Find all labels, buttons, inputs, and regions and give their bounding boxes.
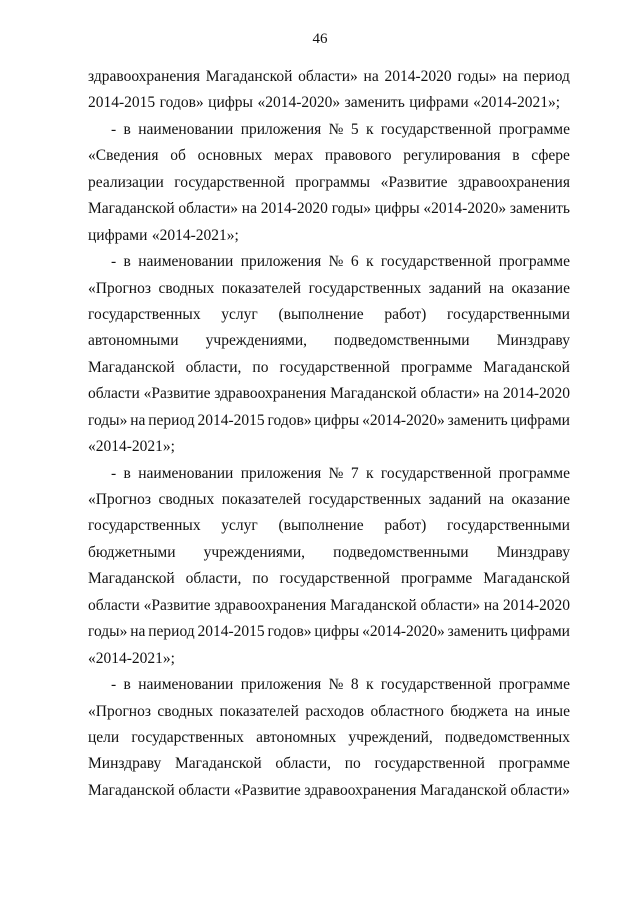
text-word: области (88, 596, 140, 614)
text-line (88, 196, 570, 222)
text-word: государственной (380, 464, 492, 482)
text-word: области» (510, 781, 570, 799)
text-word: здравоохранения (304, 781, 417, 799)
text-word: сводных (157, 702, 214, 720)
text-word: программе (498, 464, 570, 482)
text-word: годы» (88, 411, 128, 429)
text-word: государственными (447, 305, 570, 323)
text-line (88, 725, 570, 751)
text-word: по (252, 358, 269, 376)
text-word: государственных (88, 305, 201, 323)
text-word: Минздраву (496, 543, 570, 561)
text-word: на (130, 623, 146, 641)
text-word: 2014-2015 (197, 411, 265, 429)
text-word: области» (298, 68, 358, 85)
text-word: учреждениями, (205, 332, 308, 350)
text-word: Магаданской (330, 385, 417, 403)
text-word: программе (498, 120, 570, 138)
text-word: - (111, 253, 117, 271)
text-word: на (483, 385, 500, 403)
text-word: период (523, 68, 570, 85)
text-line (88, 672, 570, 698)
text-word: сфере (531, 147, 570, 165)
text-word: в (512, 147, 520, 165)
text-word: «2014-2021»; (473, 94, 561, 112)
text-word: - (111, 464, 117, 482)
text-word: заменить (447, 411, 508, 429)
text-word: в (123, 120, 131, 138)
text-word: приложения (240, 676, 322, 694)
text-word: услуг (221, 517, 258, 535)
text-word: Магаданской (483, 358, 570, 376)
text-line (88, 699, 570, 725)
text-word: сводных (158, 279, 215, 297)
text-word: Минздраву (88, 755, 162, 773)
text-word: здравоохранения (214, 385, 327, 403)
text-word: 2014-2015 (197, 623, 265, 641)
text-word: подведомственных (444, 728, 570, 746)
text-word: услуг (221, 305, 258, 323)
text-word: Магаданской (174, 755, 262, 773)
text-word: в (123, 464, 131, 482)
text-word: Минздраву (496, 332, 570, 350)
text-word: области, (275, 755, 332, 773)
text-word: № (328, 120, 344, 138)
text-line (88, 487, 570, 513)
text-word: цели (88, 728, 120, 746)
text-word: государственных (131, 728, 244, 746)
text-word: заменить (344, 94, 405, 112)
text-word: годы» (88, 623, 128, 641)
text-word: программе (498, 755, 570, 773)
text-word: цифрами (88, 226, 148, 244)
text-line (88, 593, 570, 619)
text-line (88, 434, 570, 460)
text-word: на (130, 411, 146, 429)
text-word: области (178, 781, 231, 799)
text-word: программе (400, 358, 473, 376)
text-word: № (328, 464, 344, 482)
text-word: оказание (511, 279, 570, 297)
text-word: подведомственными (333, 543, 469, 561)
text-word: программы (295, 173, 371, 191)
document-body (88, 64, 570, 804)
text-word: (выполнение (278, 517, 364, 535)
text-word: программе (400, 570, 473, 588)
text-line (88, 461, 570, 487)
text-word: здравоохранения (458, 173, 570, 191)
text-word: заменить (509, 200, 570, 218)
text-word: цифры (314, 623, 360, 641)
text-line (88, 381, 570, 407)
text-word: Магаданской (88, 358, 175, 376)
text-word: в (123, 253, 131, 271)
text-word: «2014-2021»; (151, 226, 239, 244)
text-word: сводных (158, 491, 215, 508)
text-word: к (365, 120, 374, 138)
text-word: учреждениями, (203, 543, 306, 561)
text-word: «Развитие (380, 173, 448, 191)
text-word: государственной (380, 676, 492, 694)
text-word: об (170, 147, 186, 165)
text-word: «2014-2020» (423, 200, 507, 218)
text-word: 2014-2020 (502, 596, 570, 614)
text-word: оказание (511, 491, 570, 508)
text-word: «2014-2021»; (88, 438, 175, 456)
text-word: Магаданской (205, 68, 293, 85)
text-word: на (488, 279, 505, 297)
text-word: программе (498, 676, 570, 694)
text-word: области, (185, 570, 242, 588)
page-number: 46 (312, 31, 328, 47)
text-line (88, 143, 570, 169)
text-word: мерах (274, 147, 314, 165)
text-word: реализации (88, 173, 164, 191)
text-word: заданий (428, 491, 482, 508)
text-word: работ) (384, 305, 427, 323)
text-word: «2014-2020» (362, 411, 445, 429)
text-word: в (123, 676, 131, 694)
text-word: учреждений, (348, 728, 433, 746)
text-line (88, 90, 570, 116)
text-word: государственной (380, 253, 492, 271)
text-word: областного (370, 702, 444, 720)
text-word: бюджетными (88, 543, 176, 561)
text-word: государственных (88, 517, 201, 535)
text-word: «2014-2020» (362, 623, 445, 641)
text-word: 6 (350, 253, 359, 271)
text-word: годов» (267, 411, 312, 429)
text-word: подведомственными (334, 332, 470, 350)
text-word: период (148, 623, 195, 641)
text-word: здравоохранения (214, 596, 327, 614)
text-line (88, 646, 570, 672)
text-word: правового (324, 147, 392, 165)
text-line (88, 540, 570, 566)
text-word: показателей (219, 702, 299, 720)
text-word: государственной (279, 570, 390, 588)
text-line (88, 223, 570, 249)
text-word: - (111, 676, 117, 694)
text-word: «2014-2020» (257, 94, 341, 112)
text-word: «Развитие (233, 781, 301, 799)
text-word: области» (178, 200, 238, 218)
text-word: Магаданской (330, 596, 417, 614)
text-line (88, 778, 570, 804)
text-word: «Развитие (143, 596, 211, 614)
text-word: наименовании (138, 253, 234, 271)
text-word: на (483, 596, 500, 614)
text-line (88, 170, 570, 196)
text-word: «Сведения (88, 147, 159, 165)
text-word: регулирования (403, 147, 501, 165)
text-word: на (241, 200, 257, 218)
text-word: государственных (308, 279, 422, 297)
text-word: здравоохранения (88, 68, 200, 85)
text-line (88, 249, 570, 275)
text-line (88, 619, 570, 645)
text-line (88, 408, 570, 434)
text-word: цифрами (510, 411, 570, 429)
text-word: годов» (267, 623, 312, 641)
text-word: области» (420, 596, 481, 614)
text-word: по (252, 570, 269, 588)
text-word: государственной (374, 755, 485, 773)
text-line (88, 302, 570, 328)
text-word: наименовании (138, 676, 234, 694)
text-word: государственными (447, 517, 570, 535)
text-word: основных (197, 147, 263, 165)
text-word: к (365, 464, 374, 482)
text-word: бюджета (450, 702, 509, 720)
text-line (88, 513, 570, 539)
text-line (88, 355, 570, 381)
text-word: Магаданской (420, 781, 507, 799)
text-word: на (488, 491, 505, 508)
text-word: Магаданской (88, 570, 175, 588)
text-word: на (363, 68, 379, 85)
text-word: области (88, 385, 140, 403)
text-word: (выполнение (278, 305, 364, 323)
text-word: годы» (331, 200, 372, 218)
text-line (88, 276, 570, 302)
text-word: 7 (350, 464, 359, 482)
text-word: 2014-2020 (502, 385, 570, 403)
text-word: 2014-2020 (260, 200, 328, 218)
text-word: № (328, 676, 344, 694)
text-word: 8 (350, 676, 359, 694)
text-word: «Прогноз (88, 279, 151, 297)
text-word: области» (420, 385, 481, 403)
text-word: годы» (457, 68, 497, 85)
text-word: государственной (380, 120, 492, 138)
text-word: Магаданской (88, 781, 175, 799)
text-word: «2014-2021»; (88, 649, 175, 667)
text-word: период (148, 411, 195, 429)
text-word: приложения (240, 253, 322, 271)
text-word: государственной (279, 358, 390, 376)
text-word: Магаданской (88, 200, 175, 218)
text-word: 5 (350, 120, 359, 138)
text-word: цифры (208, 94, 253, 112)
text-word: расходов (305, 702, 365, 720)
text-word: государственных (308, 491, 422, 508)
text-word: на (502, 68, 518, 85)
text-word: программе (498, 253, 570, 271)
text-word: «Развитие (143, 385, 211, 403)
text-word: цифры (374, 200, 420, 218)
text-word: 2014-2015 (88, 94, 156, 112)
text-word: показателей (221, 491, 302, 508)
text-word: государственной (174, 173, 285, 191)
text-word: заменить (447, 623, 508, 641)
text-word: 2014-2020 (384, 68, 452, 85)
text-word: автономными (88, 332, 179, 350)
text-word: наименовании (138, 464, 234, 482)
text-word: Магаданской (483, 570, 570, 588)
text-line (88, 751, 570, 777)
text-word: к (365, 676, 374, 694)
text-word: № (328, 253, 344, 271)
text-word: показателей (221, 279, 302, 297)
text-word: заданий (428, 279, 482, 297)
text-word: иные (536, 702, 570, 720)
text-word: по (344, 755, 361, 773)
text-line (88, 64, 570, 90)
text-word: цифрами (510, 623, 570, 641)
text-word: на (514, 702, 530, 720)
text-word: - (111, 120, 117, 138)
text-word: цифрами (409, 94, 469, 112)
text-word: области, (185, 358, 242, 376)
text-word: годов» (159, 94, 204, 112)
text-word: наименовании (138, 120, 234, 138)
text-word: работ) (384, 517, 427, 535)
text-line (88, 566, 570, 592)
text-word: приложения (240, 120, 322, 138)
text-word: «Прогноз (88, 702, 151, 720)
text-word: «Прогноз (88, 491, 151, 508)
text-line (88, 117, 570, 143)
text-line (88, 328, 570, 354)
text-word: к (365, 253, 374, 271)
text-word: цифры (314, 411, 360, 429)
text-word: приложения (240, 464, 322, 482)
text-word: автономных (256, 728, 337, 746)
